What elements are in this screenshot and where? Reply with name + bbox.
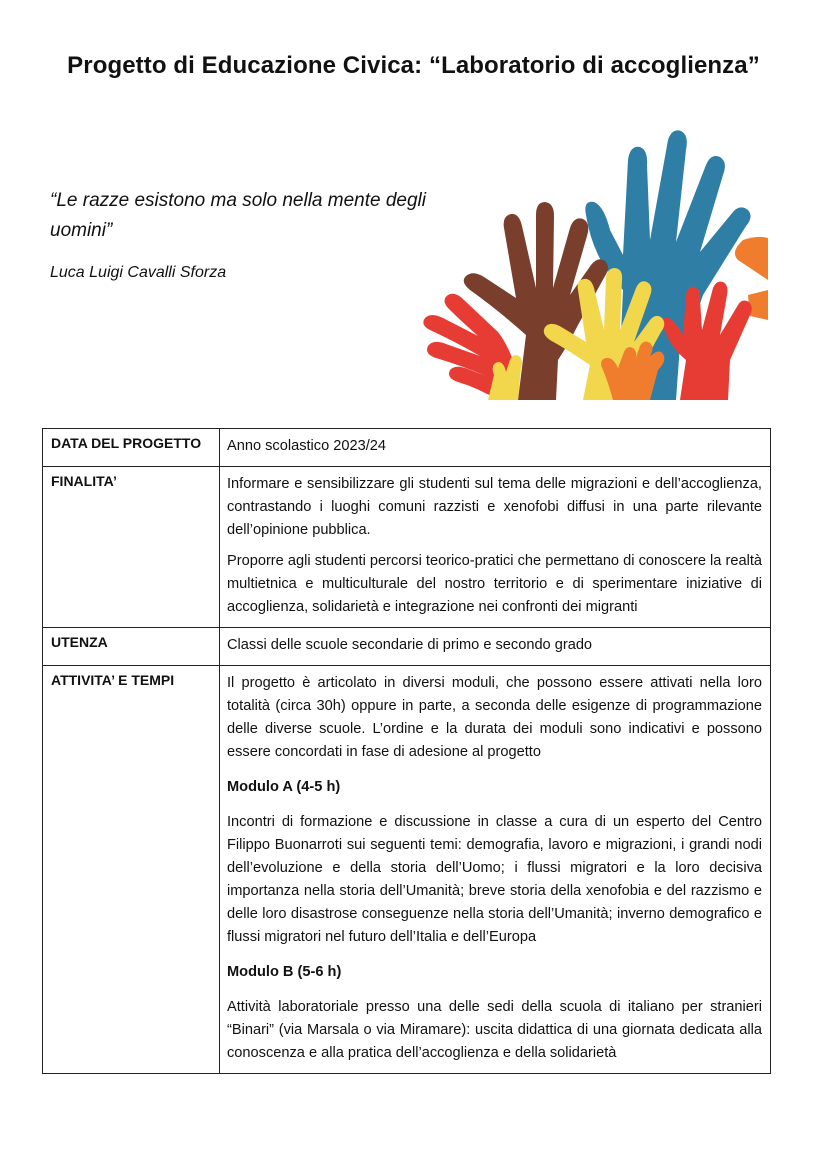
row-value (220, 429, 771, 467)
project-table (42, 428, 771, 1074)
paragraph: Classi delle scuole secondarie di primo e secondo grado (227, 637, 593, 653)
raised-hands-illustration-icon (418, 120, 768, 400)
paragraph: Proporre agli studenti percorsi teorico-pratici che permettano di conoscere la realtà multietnica e multiculturale del nostro territorio e di sperimentare iniziative di accoglienza, solidarietà e integrazione nei confronti dei migranti (227, 553, 762, 615)
paragraph: Anno scolastico 2023/24 (227, 438, 387, 454)
row-value (220, 467, 771, 628)
table-row (43, 467, 771, 628)
paragraph: Informare e sensibilizzare gli studenti sul tema delle migrazioni e dell’accoglienza, contrastando i luoghi comuni razzisti e xenofobi diffusi in una parte rilevante dell’opinione pubblica. (227, 476, 762, 538)
quote-text: “Le razze esistono ma solo nella mente degli uomini” (50, 190, 426, 241)
table-row (43, 628, 771, 666)
row-label: FINALITA’ (43, 467, 220, 628)
row-label: UTENZA (43, 628, 220, 666)
quote-author: Luca Luigi Cavalli Sforza (50, 264, 227, 281)
row-value (220, 628, 771, 666)
module-heading: Modulo A (4-5 h) (227, 779, 341, 795)
page-title: Progetto di Educazione Civica: “Laboratorio di accoglienza” (67, 52, 760, 79)
paragraph: Il progetto è articolato in diversi moduli, che possono essere attivati nella loro totalità (circa 30h) oppure in parte, a seconda delle esigenze di programmazione delle diverse scuole. L’ordine e la durata dei moduli sono indicativi e possono essere concordati in fase di adesione al progetto (227, 675, 762, 760)
table-row (43, 666, 771, 1074)
row-label: DATA DEL PROGETTO (43, 429, 220, 467)
module-text: Incontri di formazione e discussione in classe a cura di un esperto del Centro Filippo Buonarroti sui seguenti temi: demografia, lavoro e migrazioni, i grandi nodi dell’evoluzione e della storia dell’Uomo; i flussi migratori e la loro decisiva importanza nella storia dell’Umanità; breve storia della xenofobia e del razzismo e delle loro disastrose conseguenze nella storia dell’Umanità; inverno demografico e flussi migratori nel futuro dell’Italia e dell’Europa (227, 814, 762, 945)
module-text: Attività laboratoriale presso una delle sedi della scuola di italiano per stranieri “Binari” (via Marsala o via Miramare): uscita didattica di una giornata dedicata alla conoscenza e alla pratica dell’accoglienza e della solidarietà (227, 999, 762, 1061)
module-heading: Modulo B (5-6 h) (227, 964, 342, 980)
table-row (43, 429, 771, 467)
row-value (220, 666, 771, 1074)
row-label: ATTIVITA’ E TEMPI (43, 666, 220, 1074)
